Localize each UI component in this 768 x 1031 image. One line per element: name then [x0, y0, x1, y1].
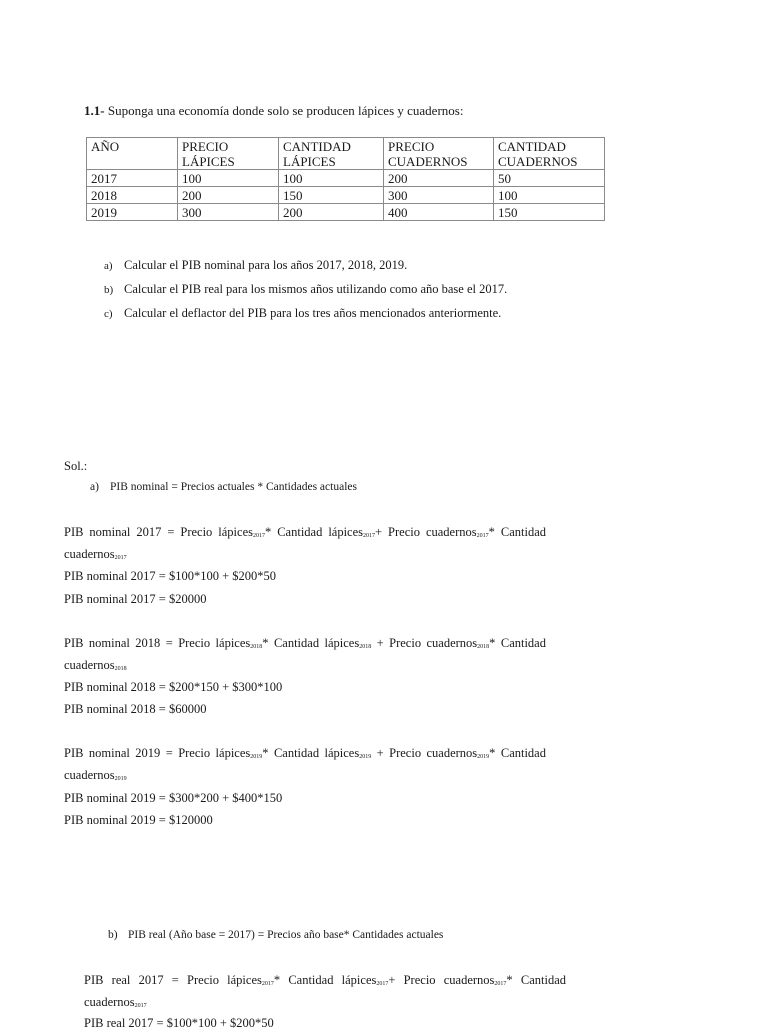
table-row: [87, 170, 605, 187]
solution-heading: Sol.:: [64, 459, 88, 473]
problem-statement: [84, 103, 463, 119]
table-cell: 2018: [87, 187, 178, 204]
table-cell: 200: [178, 187, 279, 204]
header-cell: PRECIO CUADERNOS: [384, 138, 494, 170]
table-cell: 2017: [87, 170, 178, 187]
nominal-2018-calc: PIB nominal 2018 = $200*150 + $300*100: [64, 680, 283, 694]
table-cell: 300: [178, 204, 279, 221]
nominal-2018-equation: PIB nominal 2018 = Precio lápices$_{2018}$* Cantidad lápices$_{2018}$ + Precio cuadernos$_{2018}$* Cantidad: [64, 636, 546, 650]
problem-number: 1.1-: [84, 103, 105, 118]
nominal-2019-calc: PIB nominal 2019 = $300*200 + $400*150: [64, 791, 283, 805]
solution-b-formula: b) PIB real (Año base = 2017) = Precios año base* Cantidades actuales: [108, 929, 444, 941]
nominal-2019-result: PIB nominal 2019 = $120000: [64, 813, 213, 827]
nominal-2017-calc: PIB nominal 2017 = $100*100 + $200*50: [64, 569, 277, 583]
nominal-2017-result: PIB nominal 2017 = $20000: [64, 592, 207, 606]
nominal-2017-equation: PIB nominal 2017 = Precio lápices$_{2017}$* Cantidad lápices$_{2017}$+ Precio cuadernos$_{2017}$* Cantidad: [64, 525, 546, 539]
table-cell: 50: [494, 170, 605, 187]
table-cell: 100: [178, 170, 279, 187]
table-row: [87, 187, 605, 204]
nominal-2019-eq-line2: cuadernos$_{2019}$: [64, 768, 127, 782]
header-cell: AÑO: [87, 138, 178, 170]
nominal-2017-eq-line2: cuadernos$_{2017}$: [64, 547, 127, 561]
table-cell: 150: [494, 204, 605, 221]
table-row: [87, 204, 605, 221]
nominal-2018-result: PIB nominal 2018 = $60000: [64, 702, 207, 716]
table-cell: 200: [384, 170, 494, 187]
table-cell: 100: [494, 187, 605, 204]
real-2017-calc: PIB real 2017 = $100*100 + $200*50: [84, 1016, 274, 1030]
real-2017-eq-line2: cuadernos$_{2017}$: [84, 995, 147, 1009]
table-cell: 400: [384, 204, 494, 221]
table-cell: 150: [279, 187, 384, 204]
nominal-2018-eq-line2: cuadernos$_{2018}$: [64, 658, 127, 672]
question-c: c) Calcular el deflactor del PIB para los tres años mencionados anteriormente.: [104, 306, 502, 320]
problem-text: Suponga una economía donde solo se producen lápices y cuadernos:: [107, 103, 464, 118]
question-a: a) Calcular el PIB nominal para los años 2017, 2018, 2019.: [104, 258, 408, 272]
table-cell: 200: [279, 204, 384, 221]
table-cell: 100: [279, 170, 384, 187]
header-cell: CANTIDAD LÁPICES: [279, 138, 384, 170]
real-2017-equation: PIB real 2017 = Precio lápices$_{2017}$* Cantidad lápices$_{2017}$+ Precio cuadernos$_{2017}$* Cantidad: [84, 973, 566, 987]
data-table: [86, 137, 605, 221]
solution-a-formula: a) PIB nominal = Precios actuales * Cantidades actuales: [90, 481, 357, 493]
header-cell: PRECIO LÁPICES: [178, 138, 279, 170]
table-header-row: [87, 138, 605, 170]
table-cell: 300: [384, 187, 494, 204]
table-cell: 2019: [87, 204, 178, 221]
header-cell: CANTIDAD CUADERNOS: [494, 138, 605, 170]
nominal-2019-equation: PIB nominal 2019 = Precio lápices$_{2019}$* Cantidad lápices$_{2019}$ + Precio cuadernos$_{2019}$* Cantidad: [64, 746, 546, 760]
question-b: b) Calcular el PIB real para los mismos años utilizando como año base el 2017.: [104, 282, 508, 296]
